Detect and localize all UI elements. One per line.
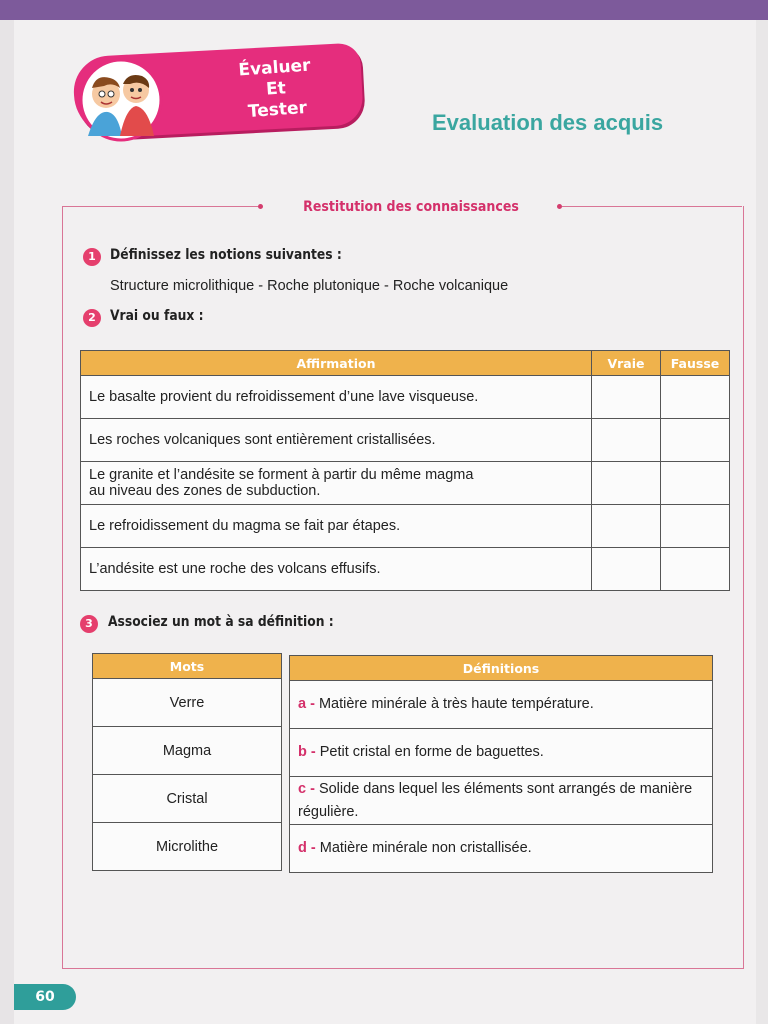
fausse-checkbox[interactable] xyxy=(661,505,730,548)
table-row xyxy=(81,462,730,505)
badge-line-1: Évaluer xyxy=(237,55,312,81)
frame-dot-right xyxy=(557,204,562,209)
badge-line-2: Et xyxy=(265,78,287,100)
affirmation-cell: Le refroidissement du magma se fait par étapes. xyxy=(81,505,592,548)
fausse-checkbox[interactable] xyxy=(661,419,730,462)
badge-text xyxy=(214,54,338,125)
table-row xyxy=(81,419,730,462)
frame-top-left xyxy=(62,206,258,207)
definition-text: Matière minérale à très haute température. xyxy=(314,696,594,712)
table-header-row xyxy=(290,656,713,681)
word-cell[interactable]: Verre xyxy=(93,679,282,727)
table-row xyxy=(81,548,730,591)
table-row xyxy=(93,679,282,727)
vraie-checkbox[interactable] xyxy=(592,376,661,419)
definition-text: Solide dans lequel les éléments sont arrangés de manière régulière. xyxy=(298,780,693,820)
table-row xyxy=(93,775,282,823)
header-vraie: Vraie xyxy=(592,351,661,376)
table-row xyxy=(81,505,730,548)
definition-cell[interactable] xyxy=(290,729,713,777)
true-false-table xyxy=(80,350,730,591)
definition-cell[interactable] xyxy=(290,777,713,825)
word-cell[interactable]: Magma xyxy=(93,727,282,775)
affirmation-cell: Les roches volcaniques sont entièrement cristallisées. xyxy=(81,419,592,462)
header-affirmation: Affirmation xyxy=(81,351,592,376)
vraie-checkbox[interactable] xyxy=(592,548,661,591)
header-mots: Mots xyxy=(93,654,282,679)
question-3-label: Associez un mot à sa définition : xyxy=(108,614,334,630)
header-fausse: Fausse xyxy=(661,351,730,376)
definition-letter: b - xyxy=(298,744,316,760)
frame-top-right xyxy=(562,206,742,207)
top-bar xyxy=(0,0,768,20)
word-cell[interactable]: Cristal xyxy=(93,775,282,823)
vraie-checkbox[interactable] xyxy=(592,419,661,462)
table-row xyxy=(290,729,713,777)
affirmation-cell: Le basalte provient du refroidissement d’une lave visqueuse. xyxy=(81,376,592,419)
question-1-label: Définissez les notions suivantes : xyxy=(110,247,342,263)
evaluer-badge xyxy=(66,40,366,144)
vraie-checkbox[interactable] xyxy=(592,462,661,505)
definition-cell[interactable] xyxy=(290,681,713,729)
table-row xyxy=(81,376,730,419)
table-row xyxy=(290,777,713,825)
question-2-label: Vrai ou faux : xyxy=(110,308,204,324)
words-table xyxy=(92,653,282,871)
page-number: 60 xyxy=(14,984,76,1010)
table-row xyxy=(93,823,282,871)
question-1-text: Structure microlithique - Roche plutonique - Roche volcanique xyxy=(110,278,509,294)
table-header-row xyxy=(81,351,730,376)
affirmation-cell: L’andésite est une roche des volcans effusifs. xyxy=(81,548,592,591)
kids-illustration-icon xyxy=(66,52,176,142)
page-edge-right xyxy=(756,20,768,1024)
fausse-checkbox[interactable] xyxy=(661,376,730,419)
definition-letter: c - xyxy=(298,780,315,797)
fausse-checkbox[interactable] xyxy=(661,462,730,505)
affirmation-cell: Le granite et l’andésite se forment à partir du même magma au niveau des zones de subduction. xyxy=(81,462,592,505)
frame-dot-left xyxy=(258,204,263,209)
word-cell[interactable]: Microlithe xyxy=(93,823,282,871)
definition-cell[interactable] xyxy=(290,825,713,873)
definition-text: Petit cristal en forme de baguettes. xyxy=(315,744,544,760)
question-1-number: 1 xyxy=(83,248,101,266)
vraie-checkbox[interactable] xyxy=(592,505,661,548)
definition-letter: a - xyxy=(298,696,315,712)
badge-line-3: Tester xyxy=(247,97,308,122)
definition-text: Matière minérale non cristallisée. xyxy=(315,840,532,856)
definition-letter: d - xyxy=(298,840,316,856)
page-title: Evaluation des acquis xyxy=(432,110,664,135)
table-row xyxy=(290,681,713,729)
header-definitions: Définitions xyxy=(290,656,713,681)
table-header-row xyxy=(93,654,282,679)
fausse-checkbox[interactable] xyxy=(661,548,730,591)
definitions-table xyxy=(289,655,713,873)
question-2-number: 2 xyxy=(83,309,101,327)
question-3-number: 3 xyxy=(80,615,98,633)
table-row xyxy=(93,727,282,775)
page-edge-left xyxy=(0,20,14,1024)
table-row xyxy=(290,825,713,873)
section-title: Restitution des connaissances xyxy=(303,199,519,215)
